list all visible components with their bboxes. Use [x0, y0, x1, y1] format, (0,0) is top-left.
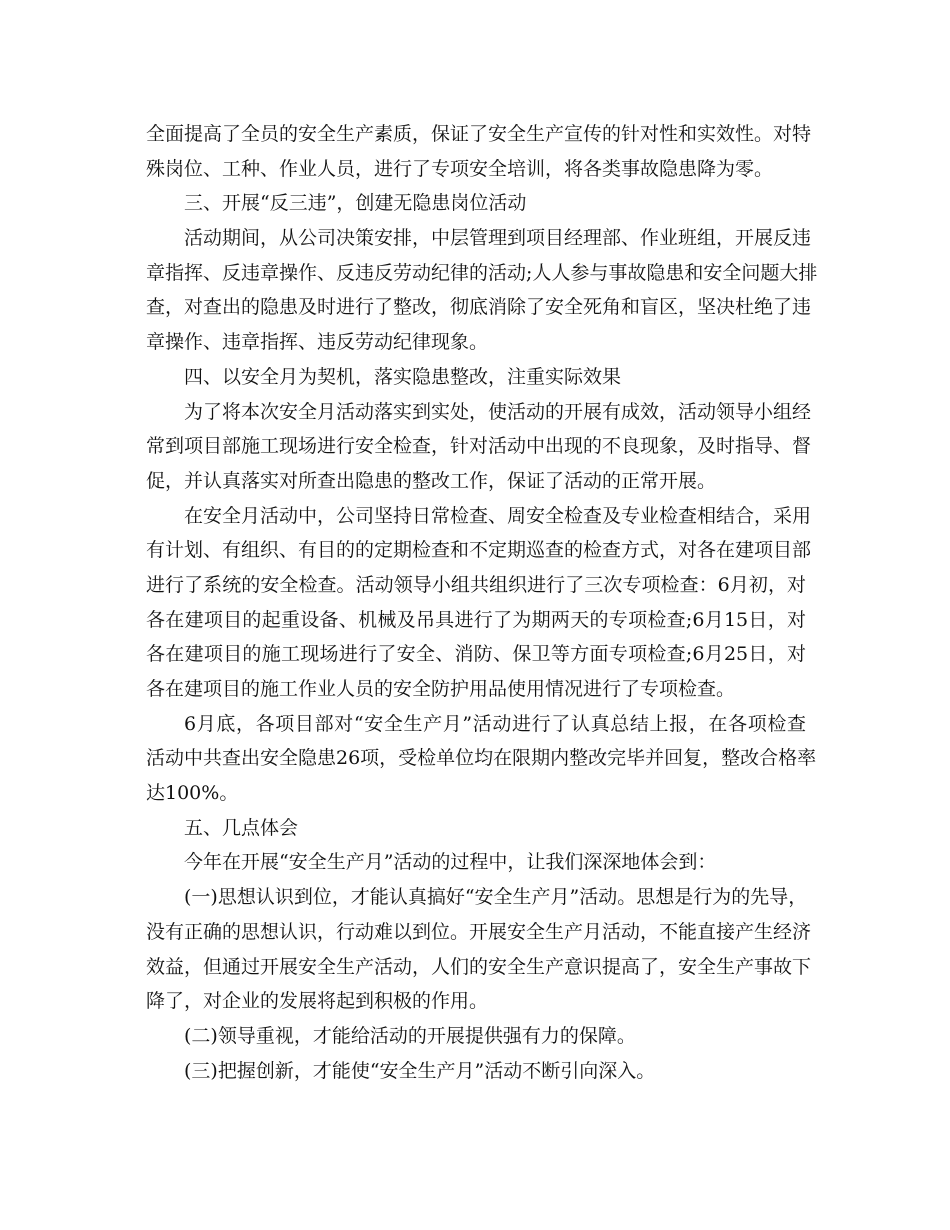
- text-line: 常到项目部施工现场进行安全检查，针对活动中出现的不良现象，及时指导、督: [146, 435, 812, 458]
- text-line: 各在建项目的施工现场进行了安全、消防、保卫等方面专项检查;6月25日，对: [146, 643, 806, 666]
- text-line: 达100%。: [146, 782, 239, 805]
- text-line: 今年在开展“安全生产月”活动的过程中，让我们深深地体会到：: [184, 851, 717, 874]
- text-line: (二)领导重视，才能给活动的开展提供强有力的保障。: [184, 1024, 636, 1047]
- text-line: 各在建项目的施工作业人员的安全防护用品使用情况进行了专项检查。: [146, 678, 736, 700]
- text-line: 有计划、有组织、有目的的定期检查和不定期巡查的检查方式，对各在建项目部: [146, 539, 812, 562]
- section-heading: 四、以安全月为契机，落实隐患整改，注重实际效果: [184, 365, 622, 388]
- text-line: (三)把握创新，才能使“安全生产月”活动不断引向深入。: [184, 1059, 656, 1082]
- text-line: 在安全月活动中，公司坚持日常检查、周安全检查及专业检查相结合，采用: [184, 504, 812, 527]
- text-line: 没有正确的思想认识，行动难以到位。开展安全生产月活动，不能直接产生经济: [146, 920, 812, 943]
- text-line: 进行了系统的安全检查。活动领导小组共组织进行了三次专项检查：6月初，对: [146, 573, 806, 596]
- text-line: 为了将本次安全月活动落实到实处，使活动的开展有成效，活动领导小组经: [184, 400, 812, 423]
- document-body: [146, 117, 818, 1088]
- text-line: (一)思想认识到位，才能认真搞好“安全生产月”活动。思想是行为的先导，: [184, 886, 808, 909]
- text-line: 查，对查出的隐患及时进行了整改，彻底消除了安全死角和盲区，坚决杜绝了违: [146, 296, 812, 319]
- text-line: 各在建项目的起重设备、机械及吊具进行了为期两天的专项检查;6月15日，对: [146, 608, 806, 631]
- text-line: 章指挥、反违章操作、反违反劳动纪律的活动;人人参与事故隐患和安全问题大排: [146, 261, 818, 284]
- text-line: 降了，对企业的发展将起到积极的作用。: [146, 990, 489, 1013]
- text-line: 殊岗位、工种、作业人员，进行了专项安全培训，将各类事故隐患降为零。: [146, 157, 774, 180]
- section-heading: 三、开展“反三违”，创建无隐患岗位活动: [184, 192, 527, 215]
- text-line: 效益，但通过开展安全生产活动，人们的安全生产意识提高了，安全生产事故下: [146, 955, 812, 978]
- section-heading: 五、几点体会: [184, 816, 299, 839]
- text-line: 章操作、违章指挥、违反劳动纪律现象。: [146, 331, 489, 354]
- text-line: 活动期间，从公司决策安排，中层管理到项目经理部、作业班组，开展反违: [184, 227, 812, 250]
- text-line: 6月底，各项目部对“安全生产月”活动进行了认真总结上报，在各项检查: [184, 712, 806, 735]
- text-line: 促，并认真落实对所查出隐患的整改工作，保证了活动的正常开展。: [146, 469, 717, 492]
- text-line: 全面提高了全员的安全生产素质，保证了安全生产宣传的针对性和实效性。对特: [146, 123, 812, 145]
- text-line: 活动中共查出安全隐患26项，受检单位均在限期内整改完毕并回复，整改合格率: [146, 747, 817, 770]
